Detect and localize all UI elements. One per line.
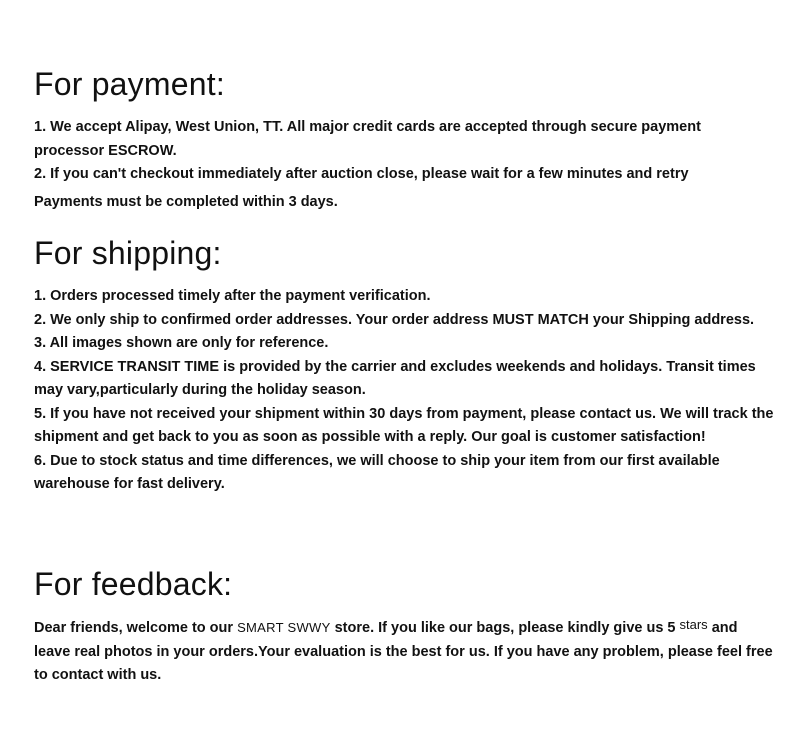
feedback-text-part1: Dear friends, welcome to our	[34, 620, 238, 636]
stars-word: stars	[679, 617, 708, 632]
feedback-heading: For feedback:	[34, 566, 233, 602]
feedback-text	[34, 616, 774, 688]
shipping-line-3: 3. All images shown are only for reference.	[34, 335, 329, 351]
payment-section	[34, 66, 774, 214]
payment-line-1: 1. We accept Alipay, West Union, TT. All major credit cards are accepted through secure payment processor ESCROW.	[34, 119, 701, 159]
shipping-line-1: 1. Orders processed timely after the payment verification.	[34, 288, 431, 304]
feedback-section	[34, 566, 774, 688]
shipping-line-4: 4. SERVICE TRANSIT TIME is provided by the carrier and excludes weekends and holidays. Transit times may vary,particularly during the holiday season.	[34, 358, 756, 398]
shipping-section	[34, 235, 774, 497]
payment-heading: For payment:	[34, 66, 225, 102]
payment-line-2: 2. If you can't checkout immediately after auction close, please wait for a few minutes and retry	[34, 166, 689, 182]
shipping-line-5: 5. If you have not received your shipment within 30 days from payment, please contact us. We will track the shipment and get back to you as soon as possible with a reply. Our goal is customer satisfaction!	[34, 405, 774, 445]
shipping-line-6: 6. Due to stock status and time differences, we will choose to ship your item from our first available warehouse for fast delivery.	[34, 452, 720, 492]
payment-line-3: Payments must be completed within 3 days.	[34, 193, 338, 210]
shipping-heading: For shipping:	[34, 235, 222, 271]
store-name: SMART SWWY	[237, 620, 331, 635]
shipping-line-2: 2. We only ship to confirmed order addresses. Your order address MUST MATCH your Shipping address.	[34, 311, 755, 328]
feedback-text-part3: and leave real photos in your orders.Your evaluation is the best for us. If you have any problem, please feel free to contact with us.	[34, 620, 773, 683]
feedback-text-part2: store. If you like our bags, please kindly give us 5	[330, 620, 680, 636]
